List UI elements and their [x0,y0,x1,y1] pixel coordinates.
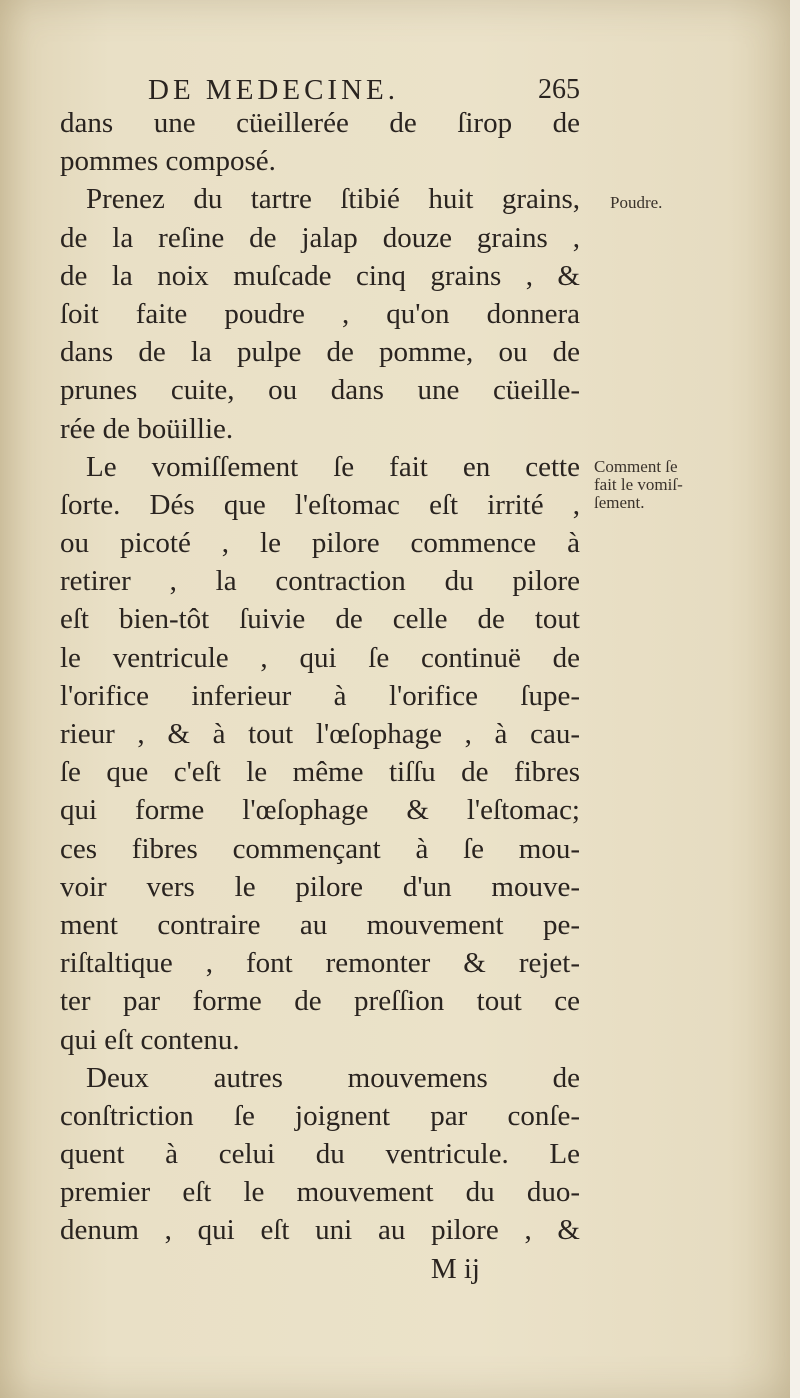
text-line: denum , qui eſt uni au pilore , & [60,1214,580,1247]
margin-note-line: ſement. [594,493,645,512]
running-title: DE MEDECINE. [148,74,399,106]
text-line: conſtriction ſe joignent par conſe- [60,1099,580,1132]
margin-note-line: Comment ſe [594,457,678,476]
text-line: Deux autres mouvemens de [86,1061,580,1094]
text-line: ſe que c'eſt le même tiſſu de fibres [60,756,580,789]
text-line: le ventricule , qui ſe continuë de [60,641,580,674]
text-line: l'orifice inferieur à l'orifice ſupe- [60,679,580,712]
margin-note-line: fait le vomiſ- [594,475,683,494]
body-text [60,104,580,1288]
text-line: de la reſine de jalap douze grains , [60,221,580,254]
text-line: retirer , la contraction du pilore [60,565,580,598]
signature-mark: M ij [430,1252,480,1285]
text-line: de la noix muſcade cinq grains , & [60,259,580,292]
margin-note-poudre: Poudre. [610,193,663,212]
margin-note-vomissement [594,458,683,512]
text-line: rée de boüillie. [60,412,234,445]
text-line: ou picoté , le pilore commence à [60,527,580,560]
text-line: ter par forme de preſſion tout ce [60,985,580,1018]
text-line: ſorte. Dés que l'eſtomac eſt irrité , [60,488,580,521]
text-line: quent à celui du ventricule. Le [60,1138,580,1171]
text-line: ces fibres commençant à ſe mou- [60,832,580,865]
text-line: eſt bien-tôt ſuivie de celle de tout [60,603,580,636]
text-line: qui eſt contenu. [60,1023,240,1056]
text-line: qui forme l'œſophage & l'eſtomac; [60,794,580,827]
text-line: dans une cüeillerée de ſirop de [60,107,580,139]
text-line: ſoit faite poudre , qu'on donnera [60,297,580,330]
text-line: Prenez du tartre ſtibié huit grains, [86,183,580,216]
text-line: riſtaltique , font remonter & rejet- [60,947,580,980]
text-line: prunes cuite, ou dans une cüeille- [60,374,580,407]
text-line: voir vers le pilore d'un mouve- [60,870,580,903]
text-line: premier eſt le mouvement du duo- [60,1176,580,1209]
page-number: 265 [538,74,580,105]
text-line: pommes composé. [60,145,276,178]
text-line: dans de la pulpe de pomme, ou de [60,336,580,369]
text-line: rieur , & à tout l'œſophage , à cau- [60,718,580,750]
page-edge [790,0,800,1398]
text-line: Le vomiſſement ſe fait en cette [86,450,580,483]
text-line: ment contraire au mouvement pe- [60,908,580,941]
